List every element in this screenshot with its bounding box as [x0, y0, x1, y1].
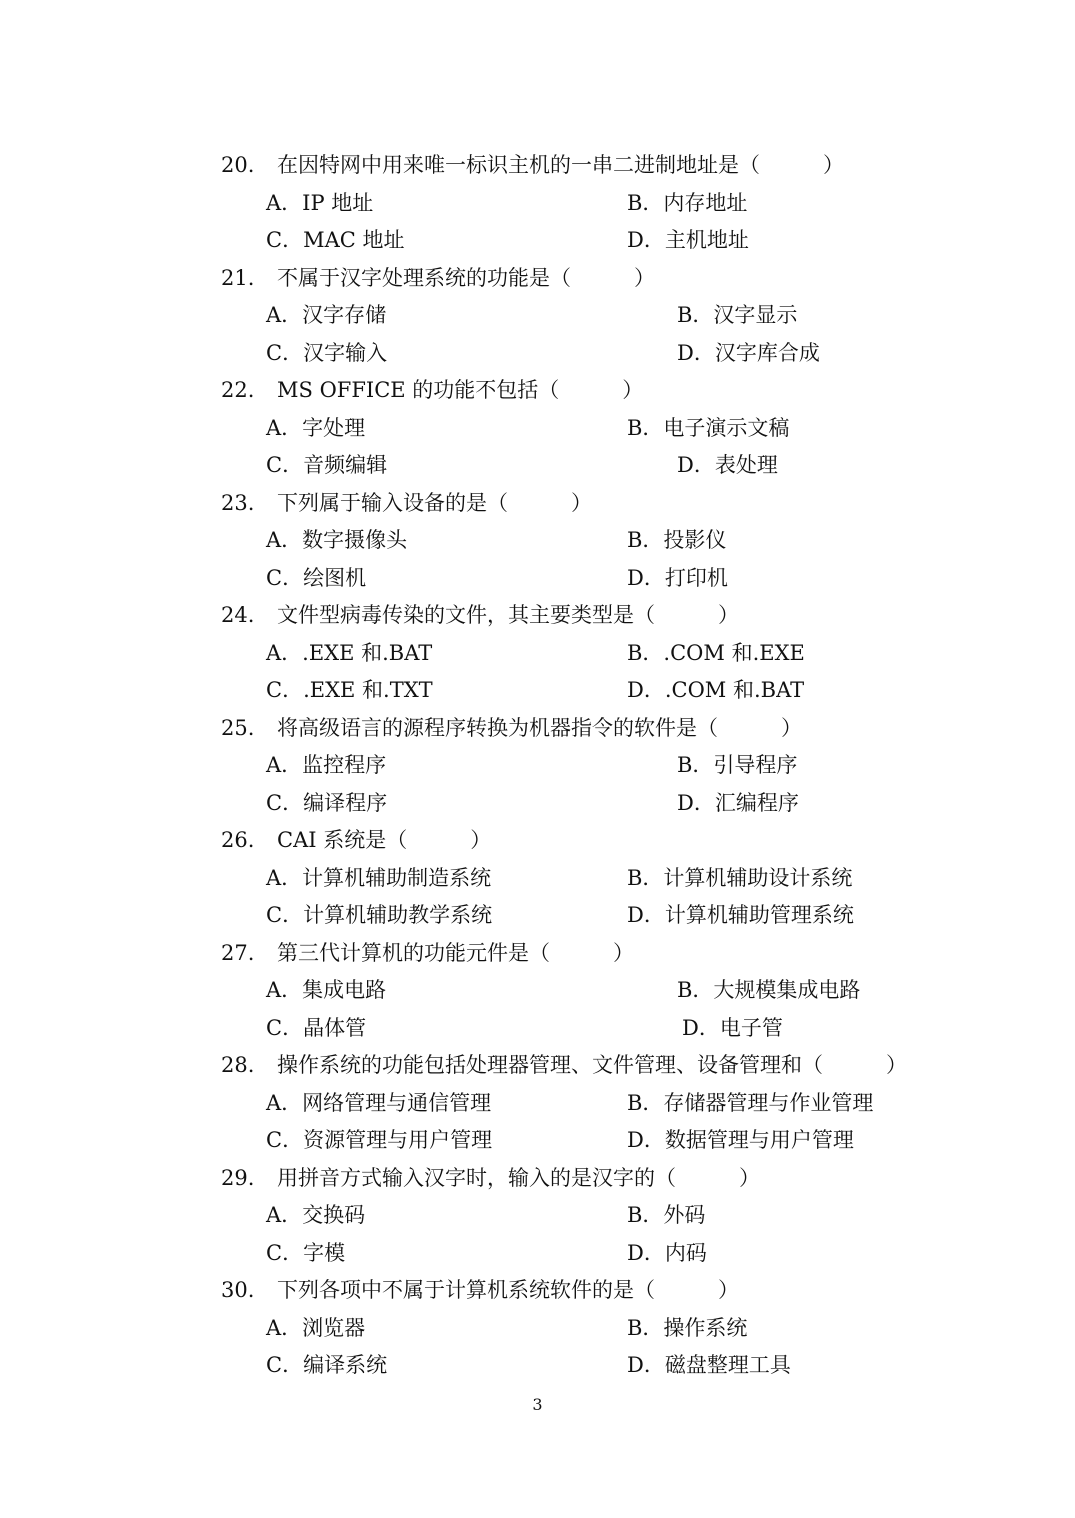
question-number: 25.	[221, 716, 255, 740]
option-b: B．电子演示文稿	[627, 416, 790, 440]
option-b: B．操作系统	[627, 1316, 748, 1340]
question-number: 22.	[221, 378, 255, 402]
option-d: D．数据管理与用户管理	[627, 1128, 854, 1152]
question	[0, 1272, 1075, 1310]
option-a: A．IP 地址	[266, 191, 374, 215]
option-d: D．.COM 和.BAT	[627, 678, 805, 702]
question-number: 26.	[221, 828, 255, 852]
question-number: 28.	[221, 1053, 255, 1077]
options-row	[0, 635, 1075, 673]
option-d: D．汇编程序	[677, 791, 799, 815]
option-c: C．晶体管	[266, 1016, 367, 1040]
option-a: A．交换码	[266, 1203, 366, 1227]
question-text: CAI 系统是（ ）	[277, 828, 492, 852]
options-row	[0, 1347, 1075, 1385]
option-c: C．绘图机	[266, 566, 367, 590]
option-d: D．磁盘整理工具	[627, 1353, 791, 1377]
option-d: D．计算机辅助管理系统	[627, 903, 854, 927]
option-a: A．监控程序	[266, 753, 387, 777]
question-text: 将高级语言的源程序转换为机器指令的软件是（ ）	[277, 716, 802, 740]
question	[0, 485, 1075, 523]
option-d: D．电子管	[682, 1016, 783, 1040]
question-number: 29.	[221, 1166, 255, 1190]
option-d: D．主机地址	[627, 228, 749, 252]
option-d: D．表处理	[677, 453, 778, 477]
question-number: 20.	[221, 153, 255, 177]
question-text: 第三代计算机的功能元件是（ ）	[277, 941, 634, 965]
question-number: 30.	[221, 1278, 255, 1302]
question	[0, 822, 1075, 860]
option-a: A．汉字存储	[266, 303, 387, 327]
options-row	[0, 560, 1075, 598]
question-number: 27.	[221, 941, 255, 965]
options-row	[0, 897, 1075, 935]
option-b: B．大规模集成电路	[677, 978, 861, 1002]
options-row	[0, 747, 1075, 785]
options-row	[0, 410, 1075, 448]
question	[0, 1047, 1075, 1085]
option-a: A．浏览器	[266, 1316, 366, 1340]
option-c: C．MAC 地址	[266, 228, 405, 252]
option-a: A．数字摄像头	[266, 528, 408, 552]
options-row	[0, 1197, 1075, 1235]
option-b: B．投影仪	[627, 528, 727, 552]
option-c: C．编译系统	[266, 1353, 388, 1377]
options-row	[0, 860, 1075, 898]
question-number: 23.	[221, 491, 255, 515]
option-a: A．集成电路	[266, 978, 387, 1002]
option-b: B．计算机辅助设计系统	[627, 866, 853, 890]
question-number: 24.	[221, 603, 255, 627]
option-b: B．.COM 和.EXE	[627, 641, 805, 665]
option-c: C．音频编辑	[266, 453, 388, 477]
question	[0, 710, 1075, 748]
question-text: 在因特网中用来唯一标识主机的一串二进制地址是（ ）	[277, 153, 844, 177]
page-number: 3	[532, 1395, 543, 1414]
options-row	[0, 522, 1075, 560]
option-b: B．外码	[627, 1203, 706, 1227]
option-c: C．编译程序	[266, 791, 388, 815]
question-text: 用拼音方式输入汉字时，输入的是汉字的（ ）	[277, 1166, 760, 1190]
option-a: A．.EXE 和.BAT	[266, 641, 433, 665]
option-b: B．引导程序	[677, 753, 798, 777]
options-row	[0, 1122, 1075, 1160]
question	[0, 372, 1075, 410]
question-text: MS OFFICE 的功能不包括（ ）	[277, 378, 644, 402]
options-row	[0, 222, 1075, 260]
option-c: C．计算机辅助教学系统	[266, 903, 493, 927]
option-d: D．打印机	[627, 566, 728, 590]
question-text: 文件型病毒传染的文件，其主要类型是（ ）	[277, 603, 739, 627]
option-b: B．汉字显示	[677, 303, 798, 327]
options-row	[0, 335, 1075, 373]
option-c: C．字模	[266, 1241, 346, 1265]
question	[0, 147, 1075, 185]
options-row	[0, 972, 1075, 1010]
option-b: B．内存地址	[627, 191, 748, 215]
option-a: A．字处理	[266, 416, 366, 440]
options-row	[0, 297, 1075, 335]
option-c: C．汉字输入	[266, 341, 388, 365]
question	[0, 260, 1075, 298]
options-row	[0, 1235, 1075, 1273]
options-row	[0, 1010, 1075, 1048]
question-text: 下列属于输入设备的是（ ）	[277, 491, 592, 515]
question-text: 不属于汉字处理系统的功能是（ ）	[277, 266, 655, 290]
option-c: C．资源管理与用户管理	[266, 1128, 493, 1152]
option-a: A．计算机辅助制造系统	[266, 866, 492, 890]
options-row	[0, 447, 1075, 485]
question-text: 操作系统的功能包括处理器管理、文件管理、设备管理和（ ）	[277, 1053, 907, 1077]
option-c: C．.EXE 和.TXT	[266, 678, 433, 702]
options-row	[0, 785, 1075, 823]
option-b: B．存储器管理与作业管理	[627, 1091, 874, 1115]
option-a: A．网络管理与通信管理	[266, 1091, 492, 1115]
question	[0, 935, 1075, 973]
option-d: D．汉字库合成	[677, 341, 820, 365]
question	[0, 1160, 1075, 1198]
options-row	[0, 1310, 1075, 1348]
options-row	[0, 185, 1075, 223]
option-d: D．内码	[627, 1241, 707, 1265]
options-row	[0, 1085, 1075, 1123]
question	[0, 597, 1075, 635]
options-row	[0, 672, 1075, 710]
question-number: 21.	[221, 266, 255, 290]
question-text: 下列各项中不属于计算机系统软件的是（ ）	[277, 1278, 739, 1302]
